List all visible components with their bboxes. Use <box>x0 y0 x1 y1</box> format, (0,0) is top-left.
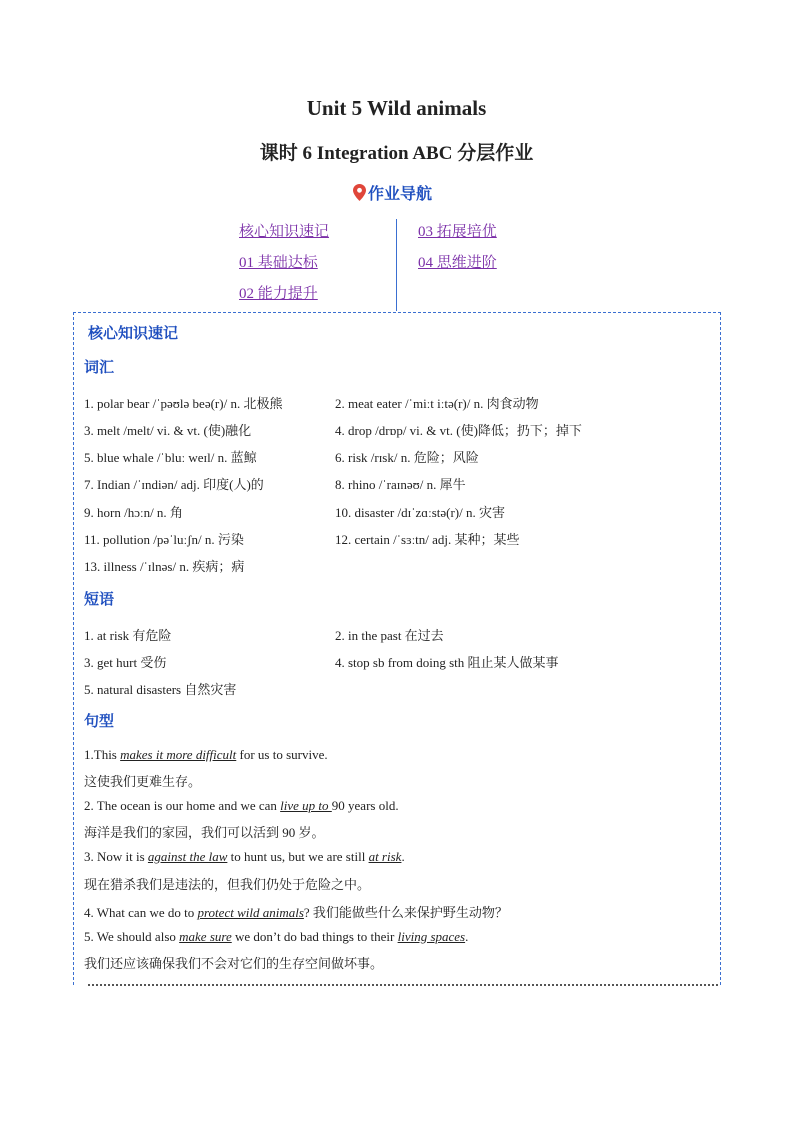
vocab-item: 6. risk /rɪsk/ n. 危险；风险 <box>335 450 479 465</box>
vocab-item: 9. horn /hɔːn/ n. 角 <box>84 505 183 520</box>
sentence-text: we don’t do bad things to their <box>231 929 398 944</box>
sentence-key-phrase: protect wild animals <box>197 905 304 920</box>
sentence-key-phrase: living spaces <box>397 929 466 944</box>
vocab-item: 3. melt /melt/ vi. & vt. (使)融化 <box>84 423 252 438</box>
sentence-1 <box>84 747 328 763</box>
sentence-2 <box>84 798 399 814</box>
sentence-text: 4. What can we do to <box>84 905 198 920</box>
nav-divider <box>396 219 397 311</box>
vocab-item: 2. meat eater /ˈmiːt iːtə(r)/ n. 肉食动物 <box>335 396 539 411</box>
vocab-item: 7. Indian /ˈɪndiən/ adj. 印度(人)的 <box>84 477 264 492</box>
sentence-text: 1.This <box>84 747 121 762</box>
phrase-item: 5. natural disasters 自然灾害 <box>84 682 237 697</box>
nav-link-basic[interactable]: 01 基础达标 <box>239 255 318 271</box>
phrases-heading: 短语 <box>84 590 115 608</box>
phrase-item: 3. get hurt 受伤 <box>84 655 167 670</box>
vocab-item: 10. disaster /dɪˈzɑːstə(r)/ n. 灾害 <box>335 505 505 520</box>
sentence-key-phrase: make sure <box>179 929 232 944</box>
section-title: 核心知识速记 <box>88 324 179 342</box>
phrase-item: 4. stop sb from doing sth 阻止某人做某事 <box>335 655 559 670</box>
vocab-heading: 词汇 <box>84 358 115 376</box>
sentence-5 <box>84 929 468 945</box>
sentence-text: for us to survive. <box>236 747 328 762</box>
sentence-text: 3. Now it is <box>84 849 148 864</box>
sentence-4 <box>84 902 508 921</box>
sentence-key-phrase: against the law <box>147 849 228 864</box>
nav-link-ability[interactable]: 02 能力提升 <box>239 286 318 302</box>
sentence-text: 2. The ocean is our home and we can <box>84 798 281 813</box>
vocab-item: 11. pollution /pəˈluːʃn/ n. 污染 <box>84 532 244 547</box>
vocab-item: 5. blue whale /ˈbluː weɪl/ n. 蓝鲸 <box>84 450 257 465</box>
sentence-1-translation: 这使我们更难生存。 <box>84 774 202 789</box>
sentence-key-phrase: makes it more difficult <box>120 747 237 762</box>
page-subtitle: 课时 6 Integration ABC 分层作业 <box>259 143 534 164</box>
sentence-5-translation: 我们还应该确保我们不会对它们的生存空间做坏事。 <box>84 956 384 971</box>
nav-link-thinking[interactable]: 04 思维进阶 <box>418 255 497 271</box>
sentence-text: . <box>401 849 405 864</box>
sentence-key-phrase: live up to <box>280 798 332 813</box>
sentence-text: to hunt us, but we are still <box>227 849 369 864</box>
knowledge-box-bottom-border <box>88 984 718 986</box>
nav-heading-label: 作业导航 <box>368 184 433 203</box>
phrase-item: 1. at risk 有危险 <box>84 628 172 643</box>
sentences-heading: 句型 <box>84 712 115 730</box>
vocab-item: 8. rhino /ˈraɪnəʊ/ n. 犀牛 <box>335 477 466 492</box>
vocab-item: 12. certain /ˈsɜːtn/ adj. 某种；某些 <box>335 532 520 547</box>
sentence-text: ? 我们能做些什么来保护野生动物？ <box>303 905 508 920</box>
sentence-3-translation: 现在猎杀我们是违法的，但我们仍处于危险之中。 <box>84 877 371 892</box>
sentence-text: 90 years old. <box>331 798 399 813</box>
sentence-2-translation: 海洋是我们的家园，我们可以活到 90 岁。 <box>84 825 325 840</box>
phrase-item: 2. in the past 在过去 <box>335 628 444 643</box>
nav-link-core-knowledge[interactable]: 核心知识速记 <box>239 224 330 240</box>
sentence-3 <box>84 849 405 865</box>
sentence-text: . <box>465 929 469 944</box>
vocab-item: 13. illness /ˈɪlnəs/ n. 疾病；病 <box>84 559 245 574</box>
sentence-key-phrase: at risk <box>368 849 402 864</box>
location-pin-icon <box>353 184 366 201</box>
nav-heading <box>353 181 432 204</box>
vocab-item: 4. drop /drɒp/ vi. & vt. (使)降低；扔下；掉下 <box>335 423 582 438</box>
vocab-item: 1. polar bear /ˈpəʊlə beə(r)/ n. 北极熊 <box>84 396 283 411</box>
sentence-text: 5. We should also <box>84 929 180 944</box>
nav-link-extension[interactable]: 03 拓展培优 <box>418 224 497 240</box>
page-title: Unit 5 Wild animals <box>306 96 487 120</box>
